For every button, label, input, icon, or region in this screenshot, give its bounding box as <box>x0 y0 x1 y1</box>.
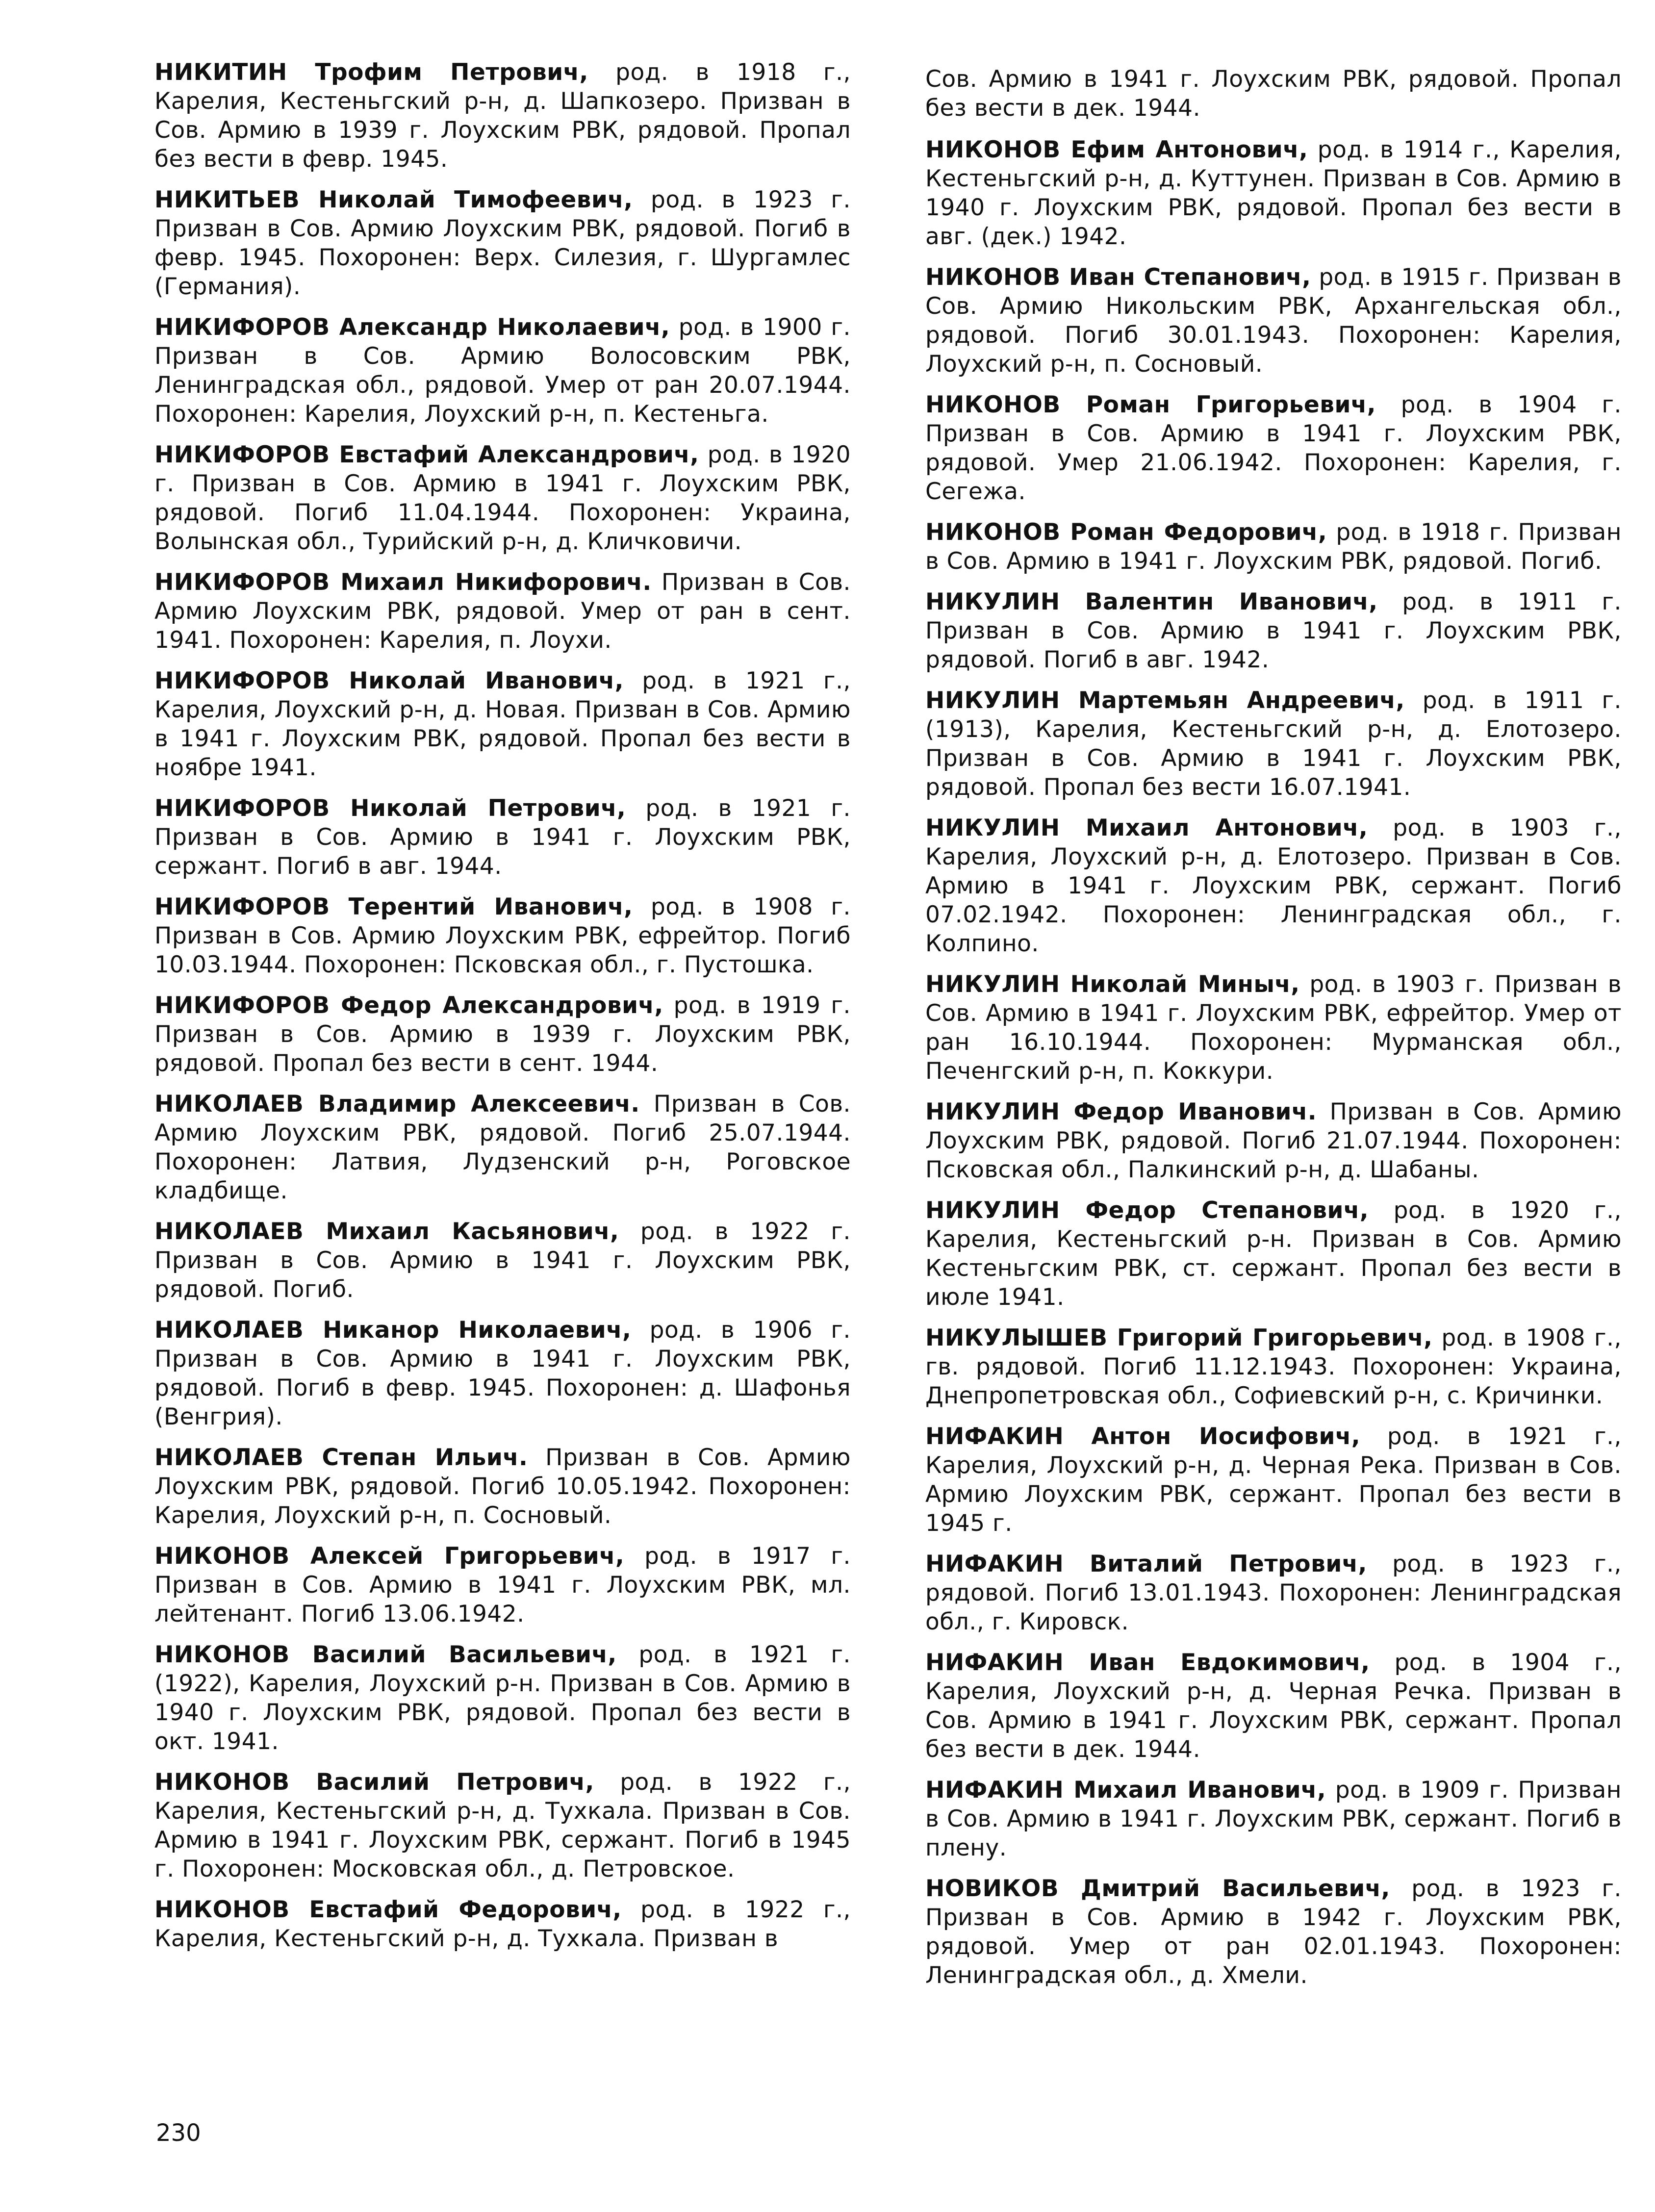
entry-text: Сов. Армию в 1941 г. Лоухским РВК, рядовой. Пропал без вести в дек. 1944. <box>925 66 1622 122</box>
list-item <box>154 185 851 301</box>
entry-name: НИКУЛИН Федор Степанович, <box>925 1197 1369 1224</box>
entry-text: род. в 1921 г., Карелия, Лоухский р-н, д. Новая. Призван в Сов. Армию в 1941 г. Лоухским РВК, рядовой. Пропал без вести в ноябре 1941. <box>154 667 851 781</box>
entry-text: род. в 1923 г., рядовой. Погиб 13.01.1943. Похоронен: Ленинградская обл., г. Кировск. <box>925 1551 1622 1635</box>
entry-text: род. в 1914 г., Карелия, Кестеньгский р-н, д. Куттунен. Призван в Сов. Армию в 1940 г. Лоухским РВК, рядовой. Пропал без вести в авг. (дек.) 1942. <box>925 136 1622 250</box>
entry-text: род. в 1919 г. Призван в Сов. Армию в 1939 г. Лоухским РВК, рядовой. Пропал без вести в сент. 1944. <box>154 992 851 1077</box>
list-item <box>154 892 851 979</box>
list-item <box>154 991 851 1078</box>
list-item <box>154 666 851 782</box>
entry-text: род. в 1904 г., Карелия, Лоухский р-н, д. Черная Речка. Призван в Сов. Армию в 1941 г. Лоухским РВК, сержант. Пропал без вести в дек. 1944. <box>925 1649 1622 1763</box>
list-item <box>154 1443 851 1530</box>
list-item <box>154 440 851 556</box>
entry-text: род. в 1903 г. Призван в Сов. Армию в 1941 г. Лоухским РВК, ефрейтор. Умер от ран 16.10.1944. Похоронен: Мурманская обл., Печенгский р-н, п. Коккури. <box>925 971 1622 1085</box>
entry-name: НИКИФОРОВ Николай Петрович, <box>154 795 626 822</box>
entry-name: НИКИФОРОВ Михаил Никифорович. <box>154 569 652 596</box>
entry-name: НИКОНОВ Василий Васильевич, <box>154 1641 617 1668</box>
entry-text: род. в 1921 г. Призван в Сов. Армию в 1941 г. Лоухским РВК, сержант. Погиб в авг. 1944. <box>154 795 851 880</box>
entry-text: род. в 1920 г. Призван в Сов. Армию в 1941 г. Лоухским РВК, рядовой. Погиб 11.04.1944. Похоронен: Украина, Волынская обл., Турийский р-н, д. Кличковичи. <box>154 441 851 555</box>
list-item <box>925 263 1622 379</box>
entry-name: НОВИКОВ Дмитрий Васильевич, <box>925 1875 1390 1902</box>
list-item <box>925 970 1622 1086</box>
list-item <box>154 58 851 174</box>
entry-name: НИКИФОРОВ Евстафий Александрович, <box>154 441 699 468</box>
entry-text: Призван в Сов. Армию Лоухским РВК, рядовой. Умер от ран в сент. 1941. Похоронен: Карелия, п. Лоухи. <box>154 569 851 654</box>
list-item <box>925 686 1622 802</box>
entry-text: род. в 1923 г. Призван в Сов. Армию в 1942 г. Лоухским РВК, рядовой. Умер от ран 02.01.1943. Похоронен: Ленинградская обл., д. Хмели. <box>925 1875 1622 1989</box>
entry-text: род. в 1921 г. (1922), Карелия, Лоухский р-н. Призван в Сов. Армию в 1940 г. Лоухским РВК, рядовой. Пропал без вести в окт. 1941. <box>154 1641 851 1755</box>
entry-text: род. в 1918 г. Призван в Сов. Армию в 1941 г. Лоухским РВК, рядовой. Погиб. <box>925 519 1622 575</box>
entry-text: Призван в Сов. Армию Лоухским РВК, рядовой. Погиб 10.05.1942. Похоронен: Карелия, Лоухский р-н, п. Сосновый. <box>154 1444 851 1529</box>
entry-text: род. в 1921 г., Карелия, Лоухский р-н, д. Черная Река. Призван в Сов. Армию Лоухским РВК, сержант. Пропал без вести в 1945 г. <box>925 1423 1622 1537</box>
entry-text: род. в 1908 г., гв. рядовой. Погиб 11.12.1943. Похоронен: Украина, Днепропетровская обл., Софиевский р-н, с. Кричинки. <box>925 1324 1622 1409</box>
page-number: 230 <box>156 2119 201 2147</box>
entry-name: НИКОНОВ Ефим Антонович, <box>925 136 1308 163</box>
entry-name: НИКОЛАЕВ Владимир Алексеевич. <box>154 1091 640 1118</box>
entry-text: род. в 1922 г., Карелия, Кестеньгский р-н, д. Тухкала. Призван в Сов. Армию в 1941 г. Лоухским РВК, сержант. Погиб в 1945 г. Похоронен: Московская обл., д. Петровское. <box>154 1769 851 1882</box>
entry-name: НИКУЛИН Николай Миныч, <box>925 971 1300 998</box>
entry-name: НИКУЛИН Федор Иванович. <box>925 1098 1317 1125</box>
entry-name: НИФАКИН Антон Иосифович, <box>925 1423 1361 1450</box>
entry-name: НИКИФОРОВ Александр Николаевич, <box>154 314 670 341</box>
list-item <box>925 587 1622 674</box>
entry-name: НИКУЛИН Мартемьян Андреевич, <box>925 687 1405 714</box>
entry-text: Призван в Сов. Армию Лоухским РВК, рядовой. Погиб 21.07.1944. Похоронен: Псковская обл., Палкинский р-н, д. Шабаны. <box>925 1098 1622 1183</box>
entry-name: НИФАКИН Михаил Иванович, <box>925 1777 1326 1804</box>
entry-name: НИКОНОВ Алексей Григорьевич, <box>154 1543 625 1570</box>
entry-name: НИКОЛАЕВ Никанор Николаевич, <box>154 1317 632 1344</box>
entry-text: Призван в Сов. Армию Лоухским РВК, рядовой. Погиб 25.07.1944. Похоронен: Латвия, Лудзенский р-н, Роговское кладбище. <box>154 1091 851 1204</box>
list-item <box>154 313 851 429</box>
entry-name: НИКИФОРОВ Федор Александрович, <box>154 992 663 1019</box>
list-item <box>925 1648 1622 1764</box>
list-item <box>154 1895 851 1953</box>
list-item <box>925 1550 1622 1636</box>
entry-name: НИКИТЬЕВ Николай Тимофеевич, <box>154 186 633 213</box>
list-item-continuation <box>925 65 1622 123</box>
list-item <box>925 1874 1622 1990</box>
list-item <box>925 814 1622 958</box>
entry-text: род. в 1906 г. Призван в Сов. Армию в 1941 г. Лоухским РВК, рядовой. Погиб в февр. 1945. Похоронен: д. Шафонья (Венгрия). <box>154 1317 851 1430</box>
entry-name: НИКИТИН Трофим Петрович, <box>154 59 588 86</box>
entry-text: род. в 1908 г. Призван в Сов. Армию Лоухским РВК, ефрейтор. Погиб 10.03.1944. Похоронен: Псковская обл., г. Пустошка. <box>154 893 851 978</box>
entry-text: род. в 1904 г. Призван в Сов. Армию в 1941 г. Лоухским РВК, рядовой. Умер 21.06.1942. Похоронен: Карелия, г. Сегежа. <box>925 391 1622 505</box>
entry-text: род. в 1922 г., Карелия, Кестеньгский р-н, д. Тухкала. Призван в <box>154 1896 851 1952</box>
entry-name: НИКОНОВ Василий Петрович, <box>154 1769 594 1796</box>
entry-text: род. в 1909 г. Призван в Сов. Армию в 1941 г. Лоухским РВК, сержант. Погиб в плену. <box>925 1777 1622 1861</box>
entry-name: НИКОЛАЕВ Степан Ильич. <box>154 1444 528 1471</box>
entry-name: НИКОНОВ Роман Федорович, <box>925 519 1327 546</box>
list-item <box>925 1422 1622 1538</box>
list-item <box>154 1640 851 1756</box>
entry-text: род. в 1911 г. (1913), Карелия, Кестеньгский р-н, д. Елотозеро. Призван в Сов. Армию в 1941 г. Лоухским РВК, рядовой. Пропал без вести 16.07.1941. <box>925 687 1622 801</box>
list-item <box>154 1542 851 1628</box>
entry-text: род. в 1923 г. Призван в Сов. Армию Лоухским РВК, рядовой. Погиб в февр. 1945. Похоронен: Верх. Силезия, г. Шургамлес (Германия). <box>154 186 851 300</box>
entry-name: НИФАКИН Иван Евдокимович, <box>925 1649 1370 1676</box>
entry-text: род. в 1900 г. Призван в Сов. Армию Волосовским РВК, Ленинградская обл., рядовой. Умер от ран 20.07.1944. Похоронен: Карелия, Лоухский р-н, п. Кестеньга. <box>154 314 851 428</box>
entry-name: НИКОНОВ Иван Степанович, <box>925 264 1311 291</box>
list-item <box>154 568 851 655</box>
entry-name: НИКИФОРОВ Николай Иванович, <box>154 667 624 694</box>
entry-name: НИКИФОРОВ Терентий Иванович, <box>154 893 633 920</box>
entry-text: род. в 1922 г. Призван в Сов. Армию в 1941 г. Лоухским РВК, рядовой. Погиб. <box>154 1218 851 1303</box>
list-item <box>925 1323 1622 1410</box>
list-item <box>925 1196 1622 1312</box>
list-item <box>154 794 851 881</box>
left-column <box>154 58 851 1965</box>
entry-name: НИКОЛАЕВ Михаил Касьянович, <box>154 1218 619 1245</box>
entry-name: НИКУЛИН Валентин Иванович, <box>925 588 1378 615</box>
entry-text: род. в 1911 г. Призван в Сов. Армию в 1941 г. Лоухским РВК, рядовой. Погиб в авг. 1942. <box>925 588 1622 673</box>
list-item <box>925 518 1622 576</box>
entry-name: НИКОНОВ Евстафий Федорович, <box>154 1896 622 1923</box>
list-item <box>154 1217 851 1304</box>
entry-text: род. в 1917 г. Призван в Сов. Армию в 1941 г. Лоухским РВК, мл. лейтенант. Погиб 13.06.1942. <box>154 1543 851 1627</box>
list-item <box>154 1090 851 1205</box>
list-item <box>154 1768 851 1883</box>
entry-text: род. в 1918 г., Карелия, Кестеньгский р-н, д. Шапкозеро. Призван в Сов. Армию в 1939 г. Лоухским РВК, рядовой. Пропал без вести в февр. 1945. <box>154 59 851 173</box>
list-item <box>925 1097 1622 1184</box>
list-item <box>925 1776 1622 1862</box>
entry-text: род. в 1915 г. Призван в Сов. Армию Никольским РВК, Архангельская обл., рядовой. Погиб 30.01.1943. Похоронен: Карелия, Лоухский р-н, п. Сосновый. <box>925 264 1622 378</box>
list-item <box>925 390 1622 506</box>
entry-text: род. в 1903 г., Карелия, Лоухский р-н, д. Елотозеро. Призван в Сов. Армию в 1941 г. Лоухским РВК, сержант. Погиб 07.02.1942. Похоронен: Ленинградская обл., г. Колпино. <box>925 814 1622 957</box>
entry-text: род. в 1920 г., Карелия, Кестеньгский р-н. Призван в Сов. Армию Кестеньгским РВК, ст. сержант. Пропал без вести в июле 1941. <box>925 1197 1622 1311</box>
right-column <box>925 65 1622 2002</box>
entry-name: НИКОНОВ Роман Григорьевич, <box>925 391 1376 418</box>
entry-name: НИФАКИН Виталий Петрович, <box>925 1551 1367 1577</box>
entry-name: НИКУЛИН Михаил Антонович, <box>925 814 1368 841</box>
list-item <box>925 135 1622 251</box>
entry-name: НИКУЛЫШЕВ Григорий Григорьевич, <box>925 1324 1433 1351</box>
list-item <box>154 1316 851 1431</box>
